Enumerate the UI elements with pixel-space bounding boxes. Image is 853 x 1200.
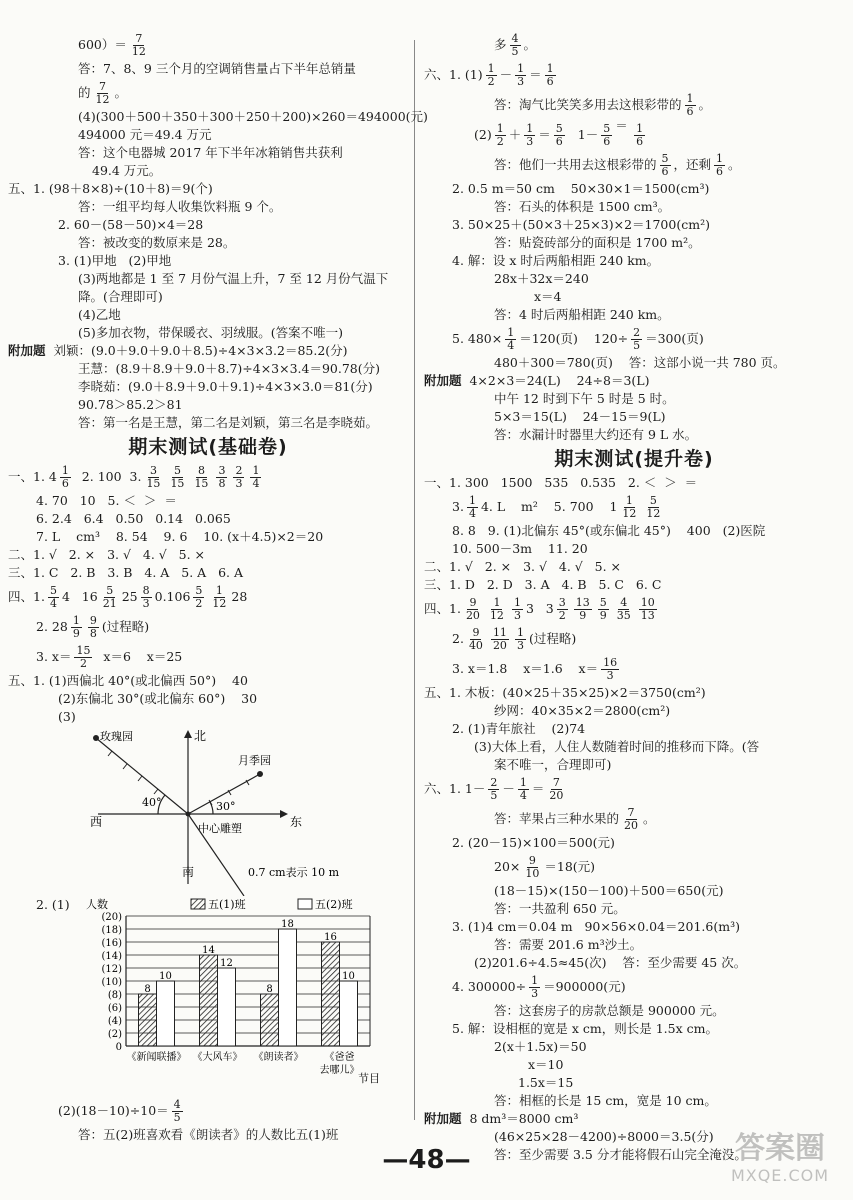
text-line: 六、1. (1) $\frac{1}{2}$ － $\frac{1}{3}$ ＝ $\frac{1}{6}$: [424, 61, 554, 88]
fraction: $\frac{1}{3}$: [516, 625, 524, 652]
text-line: 答：一共盈利 650 元。: [494, 901, 626, 916]
text-line: 答：石头的体积是 1500 cm³。: [494, 199, 671, 214]
text-line: 多 $\frac{4}{5}$ 。: [494, 31, 537, 58]
y-axis-label: 人数: [86, 898, 108, 911]
fraction: $\frac{10}{13}$: [640, 595, 655, 622]
y-tick-label: (8): [107, 990, 122, 1001]
text-line: 3. 50×25＋(50×3＋25×3)×2＝1700(cm²): [452, 217, 710, 232]
fraction: $\frac{5}{12}$: [646, 493, 661, 520]
bar-value-label: 8: [144, 984, 151, 995]
legend-swatch-white: [298, 899, 312, 909]
text-line: 五、1. (1)西偏北 40°(或北偏西 50°) 40: [8, 673, 248, 688]
text-line: (3)两地都是 1 至 7 月份气温上升，7 至 12 月份气温下: [78, 271, 389, 286]
text-line: 降。(合理即可): [78, 289, 163, 304]
x-tick-label-line2: 去哪儿》: [319, 1065, 360, 1076]
text-line: 五、1. 木板：(40×25＋35×25)×2＝3750(cm²): [424, 685, 706, 700]
text-line: 二、1. √ 2. × 3. √ 4. √ 5. ×: [8, 547, 206, 562]
y-tick-label: (16): [101, 938, 122, 949]
angle-40-label: 40°: [142, 796, 162, 809]
fraction: $\frac{1}{4}$: [519, 775, 527, 802]
fraction: $\frac{11}{20}$: [492, 625, 507, 652]
text-line: 答：这个电器城 2017 年下半年冰箱销售共获利: [78, 145, 343, 160]
text-line: 4. 300000÷ $\frac{1}{3}$ ＝900000(元): [452, 973, 626, 1000]
rose-garden-label: 玫瑰园: [100, 730, 133, 743]
text-line: 一、1. 300 1500 535 0.535 2. ＜ ＞ ＝: [424, 475, 698, 490]
fraction: $\frac{2}{5}$: [490, 775, 498, 802]
text-line: 90.78＞85.2＞81: [78, 397, 183, 412]
fraction: $\frac{5}{6}$: [603, 121, 611, 148]
center-sculpture-label: 中心雕塑: [198, 822, 242, 835]
text-line: 49.4 万元。: [92, 163, 162, 178]
moon-point: [257, 771, 263, 777]
east-arrow-icon: [280, 810, 288, 818]
fraction: $\frac{9}{8}$: [89, 613, 97, 640]
text-line: 王慧：(8.9＋8.9＋9.0＋8.7)÷4×3×3.4＝90.78(分): [78, 361, 381, 376]
x-tick-label: 《大风车》: [192, 1052, 243, 1063]
text-line: 中午 12 时到下午 5 时是 5 时。: [494, 391, 675, 406]
text-line: 2. (20－15)×100＝500(元): [452, 835, 615, 850]
fraction: $\frac{15}{2}$: [76, 643, 91, 670]
text-line: 附加题 8 dm³＝8000 cm³: [424, 1111, 579, 1126]
compass-diagram: [8, 726, 408, 896]
text-line: (18－15)×(150－100)＋500＝650(元): [494, 883, 724, 898]
bar: [279, 929, 297, 1046]
text-line: 3. $\frac{1}{4}$ 4. L m² 5. 700 1 $\frac{1}{12}$ $\frac{5}{12}$: [452, 493, 661, 520]
moon-garden-label: 月季园: [238, 754, 271, 767]
bar-value-label: 10: [342, 971, 355, 982]
text-line: 480＋300＝780(页) 答：这部小说一共 780 页。: [494, 355, 786, 370]
fraction: $\frac{8}{3}$: [142, 583, 150, 610]
east-label: 东: [290, 815, 303, 829]
fraction: $\frac{5}{4}$: [49, 583, 57, 610]
north-label: 北: [194, 729, 207, 743]
text-line: (46×25×28－4200)÷8000＝3.5(分): [494, 1129, 714, 1144]
left-column: [8, 30, 428, 1144]
fraction: $\frac{4}{35}$: [616, 595, 631, 622]
text-line: 一、1. 4 $\frac{1}{6}$ 2. 100 3. $\frac{3}{15}$ $\frac{5}{15}$ $\frac{8}{15}$ $\frac{3}{8}$ $\frac{2}{3}$ $\frac{1}{4}$: [8, 463, 260, 490]
fraction: $\frac{3}{8}$: [218, 463, 226, 490]
fraction: $\frac{5}{6}$: [555, 121, 563, 148]
y-tick-label: (12): [101, 964, 122, 975]
text-line: (4)(300＋500＋350＋300＋250＋200)×260＝494000(元): [78, 109, 428, 124]
text-line: 4. 解：设 x 时后两船相距 240 km。: [452, 253, 660, 268]
text-line: 答：需要 201.6 m³沙土。: [494, 937, 643, 952]
fraction: $\frac{8}{15}$: [194, 463, 209, 490]
text-line: 10. 500－3m 11. 20: [452, 541, 588, 556]
text-line: 答：淘气比笑笑多用去这根彩带的 $\frac{1}{6}$ 。: [494, 91, 712, 118]
section-title: 期末测试(提升卷): [554, 448, 714, 470]
fraction: $\frac{9}{10}$: [525, 853, 540, 880]
text-line: 3. (1)4 cm＝0.04 m 90×56×0.04＝201.6(m³): [452, 919, 740, 934]
bar-value-label: 18: [281, 919, 294, 930]
text-line: 1.5x＝15: [518, 1075, 574, 1090]
text-line: (4)乙地: [78, 307, 121, 322]
fraction: $\frac{1}{6}$: [716, 151, 724, 178]
watermark-bottom: MXQE.COM: [730, 1166, 830, 1185]
x-tick-label: 《新闻联播》: [126, 1052, 187, 1063]
text-line: (5)多加衣物，带保暖衣、羽绒服。(答案不唯一): [78, 325, 343, 340]
text-line: 7. L cm³ 8. 54 9. 6 10. (x＋4.5)×2＝20: [36, 529, 324, 544]
fraction: $\frac{1}{4}$: [507, 325, 515, 352]
text-line: 2. 28 $\frac{1}{9}$ $\frac{9}{8}$ (过程略): [36, 613, 150, 640]
fraction: $\frac{1}{3}$: [513, 595, 521, 622]
fraction: $\frac{5}{6}$: [661, 151, 669, 178]
y-tick-label: (4): [107, 1016, 122, 1027]
text-line: 20× $\frac{9}{10}$ ＝18(元): [494, 853, 596, 880]
text-line: 的 $\frac{7}{12}$ 。: [78, 79, 128, 106]
bar-value-label: 8: [266, 984, 273, 995]
text-line: 2. $\frac{9}{40}$ $\frac{11}{20}$ $\frac{1}{3}$ (过程略): [452, 625, 577, 652]
text-line: 案不唯一，合理即可): [494, 757, 612, 772]
text-line: 答：这套房子的房款总额是 900000 元。: [494, 1003, 725, 1018]
text-line: 5. 480× $\frac{1}{4}$ ＝120(页) 120÷ $\frac{2}{5}$ ＝300(页): [452, 325, 704, 352]
south-label: 南: [182, 865, 195, 879]
fraction: $\frac{16}{3}$: [603, 655, 618, 682]
bar-chart-block: [8, 896, 408, 1096]
text-line: 二、1. √ 2. × 3. √ 4. √ 5. ×: [424, 559, 622, 574]
fraction: $\frac{7}{12}$: [95, 79, 110, 106]
fraction: $\frac{5}{15}$: [170, 463, 185, 490]
text-line: 28x＋32x＝240: [494, 271, 589, 286]
watermark-top: 答案圈: [735, 1131, 825, 1166]
text-line: 附加题 4×2×3＝24(L) 24÷8＝3(L): [424, 373, 650, 388]
section-title: 期末测试(基础卷): [128, 436, 288, 458]
column-divider: [414, 40, 415, 1120]
fraction: $\frac{1}{3}$: [517, 61, 525, 88]
text-line: (2)(18－10)÷10＝ $\frac{4}{5}$: [58, 1097, 181, 1124]
angle-30-label: 30°: [216, 800, 236, 813]
bar: [340, 981, 358, 1046]
text-line: 3. (1)甲地 (2)甲地: [58, 253, 172, 268]
legend-swatch-hatched: [191, 899, 205, 909]
text-line: 2. (1)青年旅社 (2)74: [452, 721, 586, 736]
center-point: [186, 812, 191, 817]
bar-value-label: 10: [159, 971, 172, 982]
north-arrow-icon: [184, 730, 192, 738]
text-line: 四、1. $\frac{9}{20}$ $\frac{1}{12}$ $\frac{1}{3}$ 3 3 $\frac{3}{2}$ $\frac{13}{9}$ $\frac{5}{9}$ $\frac{4}{35}$ $\frac{10}{13}$: [424, 595, 655, 622]
legend-label-2: 五(2)班: [315, 898, 353, 911]
text-line: x＝4: [534, 289, 562, 304]
rose-point: [93, 735, 99, 741]
y-tick-label: 0: [115, 1042, 122, 1053]
text-line: 答：被改变的数原来是 28。: [78, 235, 236, 250]
bar: [157, 981, 175, 1046]
fraction: $\frac{3}{15}$: [146, 463, 161, 490]
x-tick-label: 《朗读者》: [253, 1052, 304, 1063]
text-line: 五、1. (98＋8×8)÷(10＋8)＝9(个): [8, 181, 213, 196]
bar: [200, 955, 218, 1046]
text-line: (3): [58, 709, 76, 724]
x-tick-label: 《爸爸: [324, 1052, 355, 1063]
text-line: 答：第一名是王慧，第二名是刘颖，第三名是李晓茹。: [78, 415, 379, 430]
fraction: $\frac{1}{2}$: [496, 121, 504, 148]
text-line: 李晓茹：(9.0＋8.9＋9.0＋9.1)÷4×3×3.0＝81(分): [78, 379, 373, 394]
text-line: 答：4 时后两船相距 240 km。: [494, 307, 670, 322]
text-line: 答：水漏计时器里大约还有 9 L 水。: [494, 427, 698, 442]
fraction: $\frac{5}{21}$: [102, 583, 117, 610]
fraction: $\frac{1}{4}$: [468, 493, 476, 520]
bar: [261, 994, 279, 1046]
y-tick-label: (2): [107, 1029, 122, 1040]
y-tick-label: (10): [101, 977, 122, 988]
text-line: (2) $\frac{1}{2}$ ＋ $\frac{1}{3}$ ＝ $\frac{5}{6}$ 1－ $\frac{5}{6}$ ＝ $\frac{1}{6}$: [474, 118, 644, 148]
text-line: (3)大体上看，人住人数随着时间的推移而下降。(答: [474, 739, 760, 754]
fraction: $\frac{1}{2}$: [487, 61, 495, 88]
fraction: $\frac{13}{9}$: [575, 595, 590, 622]
text-line: (2)201.6÷4.5≈45(次) 答：至少需要 45 次。: [474, 955, 747, 970]
text-line: 答：相框的长是 15 cm，宽是 10 cm。: [494, 1093, 717, 1108]
fraction: $\frac{4}{5}$: [173, 1097, 181, 1124]
text-line: 600）＝ $\frac{7}{12}$: [78, 31, 146, 58]
text-line: 答：贴瓷砖部分的面积是 1700 m²。: [494, 235, 701, 250]
bar-value-label: 14: [202, 945, 215, 956]
bar: [322, 942, 340, 1046]
bar-value-label: 16: [324, 932, 337, 943]
y-tick-label: (14): [101, 951, 122, 962]
fraction: $\frac{1}{9}$: [72, 613, 80, 640]
bar: [218, 968, 236, 1046]
text-line: 四、1. $\frac{5}{4}$ 4 16 $\frac{5}{21}$ 25 $\frac{8}{3}$ 0.106 $\frac{5}{2}$ $\frac{1}{12}$ 28: [8, 583, 248, 610]
fraction: $\frac{3}{2}$: [558, 595, 566, 622]
text-line: 答：一组平均每人收集饮料瓶 9 个。: [78, 199, 282, 214]
text-line: 3. x＝ $\frac{15}{2}$ x＝6 x＝25: [36, 643, 183, 670]
text-line: 8. 8 9. (1)北偏东 45°(或东偏北 45°) 400 (2)医院: [452, 523, 766, 538]
text-line: (2)东偏北 30°(或北偏东 60°) 30: [58, 691, 258, 706]
text-line: 6. 2.4 6.4 0.50 0.14 0.065: [36, 511, 231, 526]
fraction: $\frac{7}{20}$: [624, 805, 639, 832]
fraction: $\frac{1}{12}$: [622, 493, 637, 520]
text-line: 2(x＋1.5x)＝50: [494, 1039, 587, 1054]
fraction: $\frac{2}{3}$: [235, 463, 243, 490]
text-line: 答：五(2)班喜欢看《朗读者》的人数比五(1)班: [78, 1127, 339, 1142]
fraction: $\frac{1}{6}$: [636, 121, 644, 148]
bar-value-label: 12: [220, 958, 233, 969]
text-line: 答：至少需要 3.5 分才能将假石山完全淹没。: [494, 1147, 747, 1162]
text-line: 3. x＝1.8 x＝1.6 x＝ $\frac{16}{3}$: [452, 655, 618, 682]
text-line: 六、1. 1－ $\frac{2}{5}$ － $\frac{1}{4}$ ＝ $\frac{7}{20}$: [424, 775, 564, 802]
text-line: 494000 元＝49.4 万元: [78, 127, 212, 142]
scale-label: 0.7 cm表示 10 m: [248, 866, 340, 879]
text-line: 三、1. C 2. B 3. B 4. A 5. A 6. A: [8, 565, 244, 580]
text-line: x＝10: [528, 1057, 564, 1072]
fraction: $\frac{9}{40}$: [468, 625, 483, 652]
fraction: $\frac{4}{5}$: [511, 31, 519, 58]
fraction: $\frac{1}{12}$: [489, 595, 504, 622]
fraction: $\frac{5}{9}$: [599, 595, 607, 622]
text-line: 纱网：40×35×2＝2800(cm²): [494, 703, 671, 718]
text-line: 三、1. D 2. D 3. A 4. B 5. C 6. C: [424, 577, 662, 592]
y-tick-label: (18): [101, 925, 122, 936]
fraction: $\frac{5}{2}$: [195, 583, 203, 610]
x-axis-label: 节目: [358, 1072, 380, 1085]
text-line: 答：他们一共用去这根彩带的 $\frac{5}{6}$ ，还剩 $\frac{1}{6}$ 。: [494, 151, 741, 178]
text-line: 2. 60－(58－50)×4＝28: [58, 217, 204, 232]
text-line: 4. 70 10 5. ＜ ＞ ＝: [36, 493, 177, 508]
fraction: $\frac{1}{6}$: [546, 61, 554, 88]
page-number: —48—: [382, 1145, 471, 1175]
fraction: $\frac{1}{6}$: [61, 463, 69, 490]
text-line: 2. 0.5 m＝50 cm 50×30×1＝1500(cm³): [452, 181, 710, 196]
bar-chart: [8, 896, 408, 1096]
watermark-logo: [715, 1132, 845, 1192]
fraction: $\frac{2}{5}$: [633, 325, 641, 352]
fraction: $\frac{1}{3}$: [526, 121, 534, 148]
legend-label-1: 五(1)班: [208, 898, 246, 911]
text-line: 5×3＝15(L) 24－15＝9(L): [494, 409, 666, 424]
text-line: 附加题 刘颖：(9.0＋9.0＋9.0＋8.5)÷4×3×3.2＝85.2(分): [8, 343, 348, 358]
fraction: $\frac{1}{6}$: [686, 91, 694, 118]
text-line: 答：7、8、9 三个月的空调销售量占下半年总销量: [78, 61, 356, 76]
right-column: [424, 30, 844, 1164]
text-line: 2. (1): [36, 897, 70, 912]
text-line: 答：苹果占三种水果的 $\frac{7}{20}$ 。: [494, 805, 656, 832]
fraction: $\frac{1}{3}$: [531, 973, 539, 1000]
y-tick-label: (6): [107, 1003, 122, 1014]
fraction: $\frac{9}{20}$: [465, 595, 480, 622]
fraction: $\frac{7}{12}$: [131, 31, 146, 58]
fraction: $\frac{1}{4}$: [252, 463, 260, 490]
bar: [139, 994, 157, 1046]
fraction: $\frac{7}{20}$: [549, 775, 564, 802]
text-line: 5. 解：设相框的宽是 x cm，则长是 1.5x cm。: [452, 1021, 718, 1036]
y-tick-label: (20): [101, 912, 122, 923]
fraction: $\frac{1}{12}$: [212, 583, 227, 610]
west-label: 西: [90, 815, 103, 829]
